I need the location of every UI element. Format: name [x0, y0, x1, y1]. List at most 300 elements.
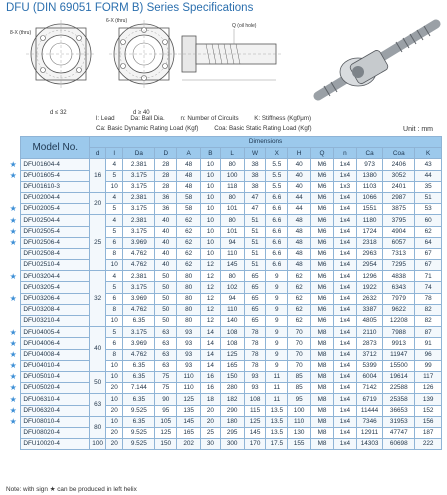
star-icon: ★: [6, 338, 21, 349]
table-row: [6, 271, 442, 282]
cell-n: 1x4: [334, 248, 357, 259]
table-row: [6, 204, 442, 215]
cell-a: 48: [177, 170, 201, 181]
model-cell: DFU02504-4: [21, 215, 90, 226]
cell-d: 50: [155, 282, 177, 293]
cell-x: 6.6: [266, 192, 288, 203]
cell-b: 16: [201, 383, 220, 394]
cell-a: 58: [177, 192, 201, 203]
cell-l: 20: [106, 383, 123, 394]
table-row: [6, 405, 442, 416]
star-icon: ★: [6, 371, 21, 382]
cell-w: 47: [244, 192, 266, 203]
cell-w: 51: [244, 237, 266, 248]
star-icon: ★: [6, 204, 21, 215]
cell-k: 139: [415, 394, 442, 405]
cell-ca: 6719: [356, 394, 382, 405]
cell-n: 1x4: [334, 159, 357, 170]
d-label-1: d ≤ 32: [50, 110, 67, 116]
cell-h: 40: [288, 181, 311, 192]
cell-n: 1x4: [334, 394, 357, 405]
cell-a: 80: [177, 282, 201, 293]
cell-k: 53: [415, 204, 442, 215]
cell-k: 60: [415, 215, 442, 226]
flange-front-view-1: [10, 20, 96, 116]
cell-x: 9: [266, 282, 288, 293]
column-header-ca: Ca: [356, 148, 382, 159]
cell-l: 10: [106, 260, 123, 271]
cell-h: 70: [288, 338, 311, 349]
cell-coa: 6057: [383, 237, 415, 248]
header-row-1: [6, 137, 442, 148]
cell-da: 2.381: [123, 159, 155, 170]
star-blank: [6, 260, 21, 271]
model-cell: DFU02506-4: [21, 237, 90, 248]
cell-k: 51: [415, 192, 442, 203]
shaft-dia-cell: 40: [90, 327, 106, 372]
cell-a: 110: [177, 383, 201, 394]
star-blank: [6, 192, 21, 203]
cell-k: 35: [415, 181, 442, 192]
table-row: [6, 416, 442, 427]
cell-l: 145: [220, 260, 244, 271]
cell-l: 8: [106, 304, 123, 315]
cell-k: 74: [415, 282, 442, 293]
star-blank: [6, 427, 21, 438]
cell-da: 9.525: [123, 405, 155, 416]
cell-a: 62: [177, 226, 201, 237]
cell-q: M6: [311, 293, 334, 304]
cell-coa: 22588: [383, 383, 415, 394]
cell-x: 9: [266, 316, 288, 327]
cell-l: 4: [106, 215, 123, 226]
cell-q: M6: [311, 260, 334, 271]
q-hole-label: Q (oil hole): [232, 23, 257, 29]
cell-w: 38: [244, 181, 266, 192]
cell-ca: 2318: [356, 237, 382, 248]
cell-coa: 9913: [383, 338, 415, 349]
cell-l: 6: [106, 338, 123, 349]
cell-ca: 1551: [356, 204, 382, 215]
cell-ca: 1922: [356, 282, 382, 293]
column-header-x: X: [266, 148, 288, 159]
star-blank: [6, 248, 21, 259]
table-row: [6, 226, 442, 237]
cell-d: 28: [155, 159, 177, 170]
cell-k: 64: [415, 237, 442, 248]
cell-da: 6.35: [123, 316, 155, 327]
cell-b: 10: [201, 204, 220, 215]
star-icon: ★: [6, 394, 21, 405]
cell-n: 1x4: [334, 349, 357, 360]
cell-q: M8: [311, 360, 334, 371]
cell-b: 18: [201, 394, 220, 405]
header-blank: [6, 137, 21, 159]
page-title: DFU (DIN 69051 FORM B) Series Specifications: [6, 2, 254, 14]
cell-l: 290: [220, 405, 244, 416]
cell-x: 9: [266, 338, 288, 349]
cell-ca: 2110: [356, 327, 382, 338]
cell-h: 40: [288, 159, 311, 170]
unit-label: Unit : mm: [403, 126, 433, 133]
cell-x: 9: [266, 304, 288, 315]
star-icon: ★: [6, 327, 21, 338]
cell-d: 28: [155, 170, 177, 181]
cell-k: 99: [415, 360, 442, 371]
cell-da: 3.175: [123, 282, 155, 293]
cell-l: 101: [220, 204, 244, 215]
table-row: [6, 427, 442, 438]
cell-l: 80: [220, 159, 244, 170]
cell-n: 1x4: [334, 170, 357, 181]
cell-k: 91: [415, 338, 442, 349]
shaft-dia-cell: 32: [90, 271, 106, 327]
cell-q: M6: [311, 215, 334, 226]
cell-h: 40: [288, 170, 311, 181]
cell-n: 1x4: [334, 405, 357, 416]
cell-w: 78: [244, 349, 266, 360]
cell-l: 125: [220, 349, 244, 360]
cell-b: 14: [201, 360, 220, 371]
cell-w: 115: [244, 405, 266, 416]
cell-a: 62: [177, 248, 201, 259]
column-header-b: B: [201, 148, 220, 159]
model-cell: DFU08020-4: [21, 427, 90, 438]
cell-ca: 4805: [356, 316, 382, 327]
model-cell: DFU03210-4: [21, 316, 90, 327]
cell-d: 125: [155, 427, 177, 438]
cell-l: 6: [106, 237, 123, 248]
cell-l: 8: [106, 349, 123, 360]
star-icon: ★: [6, 271, 21, 282]
bxx-label: 8-X (thru): [10, 30, 32, 36]
table-row: [6, 439, 442, 450]
cell-l: 20: [106, 439, 123, 450]
cell-h: 62: [288, 304, 311, 315]
cell-a: 62: [177, 215, 201, 226]
cell-q: M8: [311, 394, 334, 405]
cell-k: 126: [415, 383, 442, 394]
cell-l: 80: [220, 271, 244, 282]
cell-d: 40: [155, 215, 177, 226]
cell-da: 4.762: [123, 248, 155, 259]
cell-d: 36: [155, 204, 177, 215]
cell-h: 62: [288, 282, 311, 293]
cell-h: 95: [288, 394, 311, 405]
table-row: [6, 181, 442, 192]
cell-ca: 6004: [356, 371, 382, 382]
cell-da: 2.381: [123, 215, 155, 226]
star-icon: ★: [6, 360, 21, 371]
star-blank: [6, 181, 21, 192]
cell-h: 62: [288, 293, 311, 304]
cell-q: M6: [311, 226, 334, 237]
cell-ca: 1103: [356, 181, 382, 192]
model-cell: DFU06320-4: [21, 405, 90, 416]
model-cell: DFU04006-4: [21, 338, 90, 349]
cell-x: 9: [266, 349, 288, 360]
cell-b: 25: [201, 427, 220, 438]
cell-n: 1x4: [334, 383, 357, 394]
column-header-coa: Coa: [383, 148, 415, 159]
column-header-l: L: [220, 148, 244, 159]
cell-l: 110: [220, 304, 244, 315]
cell-k: 71: [415, 271, 442, 282]
model-cell: DFU02505-4: [21, 226, 90, 237]
cell-ca: 11444: [356, 405, 382, 416]
model-cell: DFU05010-4: [21, 371, 90, 382]
cell-coa: 3875: [383, 204, 415, 215]
cell-l: 108: [220, 327, 244, 338]
cell-ca: 2632: [356, 293, 382, 304]
cell-b: 10: [201, 192, 220, 203]
cell-q: M6: [311, 204, 334, 215]
cell-d: 75: [155, 383, 177, 394]
cell-a: 48: [177, 159, 201, 170]
cell-k: 43: [415, 159, 442, 170]
model-cell: DFU02005-4: [21, 204, 90, 215]
cell-h: 70: [288, 349, 311, 360]
cell-coa: 4838: [383, 271, 415, 282]
cell-b: 10: [201, 237, 220, 248]
cell-q: M8: [311, 383, 334, 394]
cell-k: 117: [415, 371, 442, 382]
cell-a: 125: [177, 394, 201, 405]
ballscrew-photo: [302, 16, 440, 104]
cell-b: 16: [201, 371, 220, 382]
star-icon: ★: [6, 215, 21, 226]
cell-x: 17.5: [266, 439, 288, 450]
cell-d: 75: [155, 371, 177, 382]
star-icon: ★: [6, 237, 21, 248]
cell-q: M6: [311, 248, 334, 259]
cell-l: 4: [106, 159, 123, 170]
cell-w: 93: [244, 383, 266, 394]
cell-x: 9: [266, 271, 288, 282]
cell-w: 108: [244, 394, 266, 405]
cell-coa: 6343: [383, 282, 415, 293]
legend-line-1: [96, 115, 325, 122]
cell-h: 48: [288, 248, 311, 259]
model-cell: DFU03204-4: [21, 271, 90, 282]
table-row: [6, 338, 442, 349]
cell-ca: 1724: [356, 226, 382, 237]
cell-coa: 2406: [383, 159, 415, 170]
cell-n: 1x4: [334, 338, 357, 349]
cell-h: 85: [288, 371, 311, 382]
cell-q: M8: [311, 439, 334, 450]
cell-a: 80: [177, 293, 201, 304]
cell-a: 62: [177, 237, 201, 248]
cell-l: 165: [220, 360, 244, 371]
table-row: [6, 304, 442, 315]
cell-x: 5.5: [266, 159, 288, 170]
cell-da: 9.525: [123, 439, 155, 450]
column-header-q: Q: [311, 148, 334, 159]
cell-a: 93: [177, 338, 201, 349]
cell-a: 58: [177, 204, 201, 215]
cell-l: 295: [220, 427, 244, 438]
cell-x: 6.6: [266, 204, 288, 215]
legend-stiffness: K: Stiffness (Kgf/μm): [254, 115, 312, 122]
cell-w: 65: [244, 282, 266, 293]
cell-b: 14: [201, 327, 220, 338]
cell-da: 3.969: [123, 293, 155, 304]
legend-circuits: n: Number of Circuits: [180, 115, 239, 122]
star-icon: ★: [6, 416, 21, 427]
cell-q: M8: [311, 427, 334, 438]
cell-coa: 7979: [383, 293, 415, 304]
cell-n: 1x3: [334, 181, 357, 192]
cell-h: 48: [288, 215, 311, 226]
cell-k: 156: [415, 416, 442, 427]
table-row: [6, 293, 442, 304]
cell-w: 65: [244, 316, 266, 327]
cell-k: 222: [415, 439, 442, 450]
model-cell: DFU04010-4: [21, 360, 90, 371]
cell-da: 2.381: [123, 192, 155, 203]
cell-d: 50: [155, 271, 177, 282]
cell-b: 12: [201, 304, 220, 315]
cell-k: 62: [415, 226, 442, 237]
cell-ca: 3712: [356, 349, 382, 360]
cell-w: 78: [244, 360, 266, 371]
cell-l: 80: [220, 215, 244, 226]
star-icon: ★: [6, 226, 21, 237]
cell-h: 62: [288, 316, 311, 327]
cell-ca: 14303: [356, 439, 382, 450]
shaft-dia-cell: 20: [90, 192, 106, 214]
cell-l: 100: [220, 170, 244, 181]
cell-l: 182: [220, 394, 244, 405]
cell-l: 94: [220, 293, 244, 304]
cell-h: 62: [288, 271, 311, 282]
column-header-da: Da: [123, 148, 155, 159]
cell-a: 80: [177, 316, 201, 327]
cell-h: 100: [288, 405, 311, 416]
cell-w: 38: [244, 159, 266, 170]
table-row: [6, 159, 442, 170]
cell-h: 48: [288, 260, 311, 271]
cell-l: 10: [106, 360, 123, 371]
cell-d: 28: [155, 181, 177, 192]
model-cell: DFU03206-4: [21, 293, 90, 304]
cell-l: 300: [220, 439, 244, 450]
cell-da: 3.969: [123, 237, 155, 248]
cell-d: 50: [155, 304, 177, 315]
star-icon: ★: [6, 293, 21, 304]
cell-l: 94: [220, 237, 244, 248]
cell-k: 187: [415, 427, 442, 438]
cell-d: 40: [155, 248, 177, 259]
cell-a: 110: [177, 371, 201, 382]
cell-l: 10: [106, 371, 123, 382]
cell-b: 30: [201, 439, 220, 450]
model-cell: DFU08010-4: [21, 416, 90, 427]
cell-q: M6: [311, 271, 334, 282]
cell-x: 9: [266, 327, 288, 338]
table-row: [6, 383, 442, 394]
cell-w: 170: [244, 439, 266, 450]
cell-x: 11: [266, 383, 288, 394]
cell-b: 12: [201, 282, 220, 293]
table-row: [6, 349, 442, 360]
cell-a: 80: [177, 271, 201, 282]
cell-coa: 31953: [383, 416, 415, 427]
cell-q: M6: [311, 316, 334, 327]
cell-da: 3.175: [123, 327, 155, 338]
cell-n: 1x4: [334, 192, 357, 203]
cell-b: 10: [201, 181, 220, 192]
cell-d: 36: [155, 192, 177, 203]
cell-da: 3.175: [123, 226, 155, 237]
model-cell: DFU02508-4: [21, 248, 90, 259]
cell-x: 13.5: [266, 416, 288, 427]
cell-x: 6.6: [266, 260, 288, 271]
cell-x: 9: [266, 360, 288, 371]
cell-n: 1x4: [334, 226, 357, 237]
cell-da: 2.381: [123, 271, 155, 282]
cell-w: 65: [244, 271, 266, 282]
cell-k: 78: [415, 293, 442, 304]
cell-k: 82: [415, 304, 442, 315]
table-row: [6, 394, 442, 405]
cell-w: 51: [244, 226, 266, 237]
cell-q: M8: [311, 416, 334, 427]
star-icon: ★: [6, 349, 21, 360]
cell-a: 48: [177, 181, 201, 192]
star-icon: ★: [6, 170, 21, 181]
cell-coa: 7295: [383, 260, 415, 271]
cell-w: 65: [244, 304, 266, 315]
cell-coa: 2987: [383, 192, 415, 203]
cell-l: 10: [106, 316, 123, 327]
cell-l: 108: [220, 338, 244, 349]
cell-d: 50: [155, 316, 177, 327]
cell-x: 5.5: [266, 181, 288, 192]
cell-x: 6.6: [266, 226, 288, 237]
cell-l: 5: [106, 170, 123, 181]
cell-da: 6.35: [123, 371, 155, 382]
cell-l: 5: [106, 282, 123, 293]
legend-lead: l: Lead: [96, 115, 115, 122]
model-cell: DFU02510-4: [21, 260, 90, 271]
cell-l: 10: [106, 416, 123, 427]
cell-coa: 4904: [383, 226, 415, 237]
cell-b: 20: [201, 416, 220, 427]
table-row: [6, 327, 442, 338]
cell-k: 96: [415, 349, 442, 360]
model-cell: DFU03208-4: [21, 304, 90, 315]
cell-k: 152: [415, 405, 442, 416]
cell-w: 51: [244, 215, 266, 226]
cell-b: 10: [201, 226, 220, 237]
cell-d: 63: [155, 338, 177, 349]
cell-coa: 7313: [383, 248, 415, 259]
cell-w: 51: [244, 248, 266, 259]
cell-coa: 7988: [383, 327, 415, 338]
cell-ca: 2963: [356, 248, 382, 259]
cell-l: 20: [106, 405, 123, 416]
cell-l: 8: [106, 248, 123, 259]
cell-x: 11: [266, 394, 288, 405]
cell-q: M6: [311, 170, 334, 181]
cell-b: 12: [201, 271, 220, 282]
cell-n: 1x4: [334, 427, 357, 438]
cell-coa: 25358: [383, 394, 415, 405]
cell-n: 1x4: [334, 293, 357, 304]
cell-coa: 19614: [383, 371, 415, 382]
